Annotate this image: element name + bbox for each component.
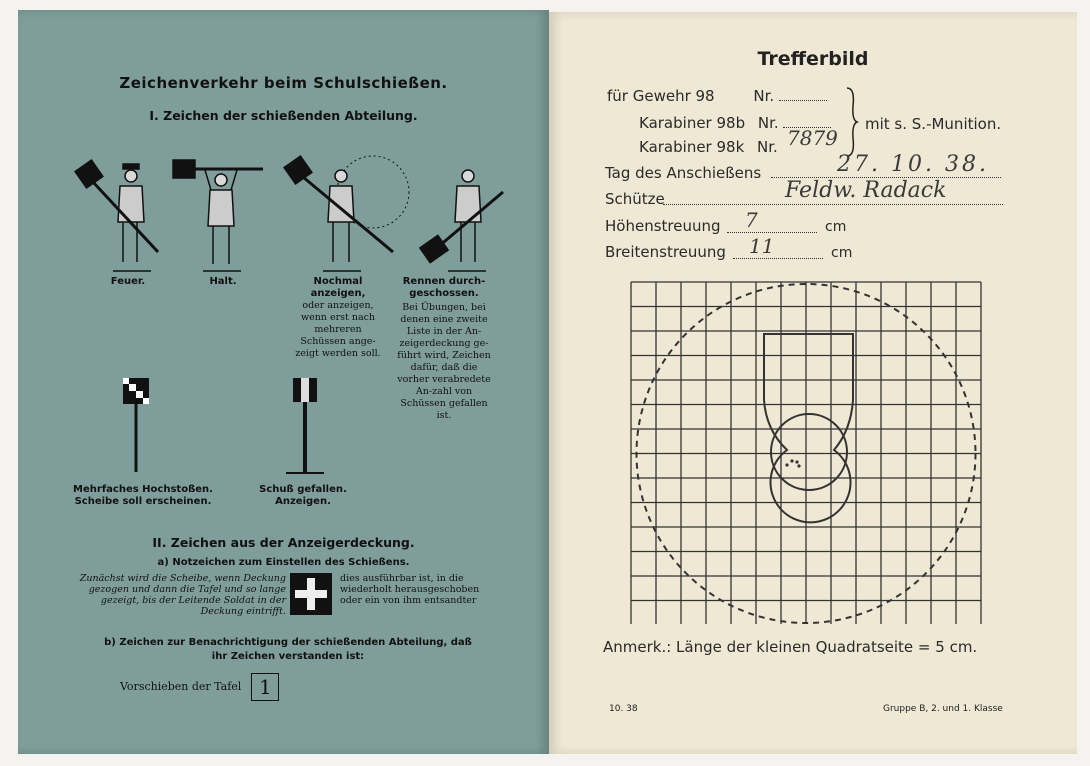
right-page-title: Trefferbild (757, 48, 869, 70)
footer-left: 10. 38 (609, 704, 638, 714)
anmerk-text: Anmerk.: Länge der kleinen Quadratseite = 5 cm. (603, 638, 978, 656)
tafel-number: 1 (251, 673, 279, 701)
right-page (549, 12, 1077, 754)
hoehen-line (727, 232, 817, 233)
breiten-value: 11 (749, 234, 775, 258)
hoehen-unit: cm (825, 219, 847, 235)
signal-label-durchgeschossen: Rennen durch-geschossen. (402, 276, 486, 299)
breiten-line (733, 258, 823, 259)
signal-note-durchgeschossen: Bei Übungen, bei denen eine zweite Liste in der An-zeigerdeckung ge-führt wird, Zeichen dafür, daß die vorher verabredete An-zahl von Schüssen gefallen ist. (397, 302, 491, 421)
checkered-disc-icon (123, 378, 149, 472)
tafel-text: Vorschieben der Tafel (120, 680, 242, 693)
soldier-halt-icon (173, 160, 263, 271)
schuetze-line (663, 204, 1003, 205)
nr-blank-1 (779, 86, 827, 101)
soldier-nochmal-icon (284, 156, 409, 271)
schuetze-label: Schütze (605, 190, 665, 208)
breiten-label: Breitenstreuung (605, 243, 726, 261)
hit-mark (785, 463, 788, 466)
hit-mark (795, 460, 798, 463)
cross-sign-icon (290, 573, 332, 615)
row-karabiner-b-label: Karabiner 98b (639, 114, 746, 132)
sub-a-title: a) Notzeichen zum Einstellen des Schießens. (157, 557, 410, 568)
soldier-feuer-icon (75, 160, 158, 271)
schuetze-value: Feldw. Radack (785, 178, 947, 203)
pole-disc-icon (286, 378, 324, 473)
hit-mark (790, 459, 793, 462)
target-grid (629, 280, 983, 624)
signal-label-nochmal: Nochmal anzeigen, (310, 276, 366, 299)
signal-figures (73, 142, 513, 272)
footer-right: Gruppe B, 2. und 1. Klasse (883, 704, 1003, 714)
nr-handwritten: 7879 (787, 126, 838, 150)
pole-label-hochstossen: Mehrfaches Hochstoßen. Scheibe soll erscheinen. (73, 484, 213, 507)
sub-a-text-right: dies ausführbar ist, in die wiederholt herausgeschoben oder ein von ihm entsandter (340, 573, 480, 606)
left-page (18, 10, 549, 754)
sub-a-text-left: Zunächst wird die Scheibe, wenn Deckung gezogen und dann die Tafel und so lange gezeigt, bis der Leitende Soldat in der Deckung eintrifft. (79, 573, 286, 617)
row-karabiner-k (639, 138, 778, 156)
tag-label: Tag des Anschießens (605, 164, 762, 182)
sub-b-title: b) Zeichen zur Benachrichtigung der schießenden Abteilung, daß ihr Zeichen verstanden ist: (104, 637, 472, 662)
pole-signals (118, 376, 338, 476)
section2-title: II. Zeichen aus der Anzeigerdeckung. (152, 535, 415, 550)
soldier-durchgeschossen-icon (420, 170, 503, 271)
row-gewehr (607, 86, 827, 105)
munition-label: mit s. S.-Munition. (865, 115, 1002, 133)
row-karabiner-k-label: Karabiner 98k (639, 138, 745, 156)
section1-title: I. Zeichen der schießenden Abteilung. (149, 108, 418, 123)
hoehen-label: Höhenstreuung (605, 217, 721, 235)
left-page-title: Zeichenverkehr beim Schulschießen. (119, 74, 448, 92)
signal-label-halt: Halt. (209, 276, 237, 287)
row-gewehr-label: für Gewehr 98 (607, 87, 715, 105)
breiten-unit: cm (831, 245, 853, 261)
nr-label-1: Nr. (753, 87, 775, 105)
pole-label-schuss: Schuß gefallen. Anzeigen. (259, 484, 347, 507)
tafel-line (120, 673, 279, 701)
signal-note-nochmal: oder anzeigen, wenn erst nach mehreren Schüssen ange-zeigt werden soll. (295, 300, 381, 359)
hoehen-value: 7 (745, 208, 758, 232)
nr-label-3: Nr. (757, 138, 778, 156)
signal-label-feuer: Feuer. (110, 276, 146, 287)
hit-mark (797, 464, 800, 467)
tag-value: 27. 10. 38. (837, 152, 989, 177)
nr-label-2: Nr. (757, 114, 779, 132)
brace-icon (845, 86, 859, 158)
